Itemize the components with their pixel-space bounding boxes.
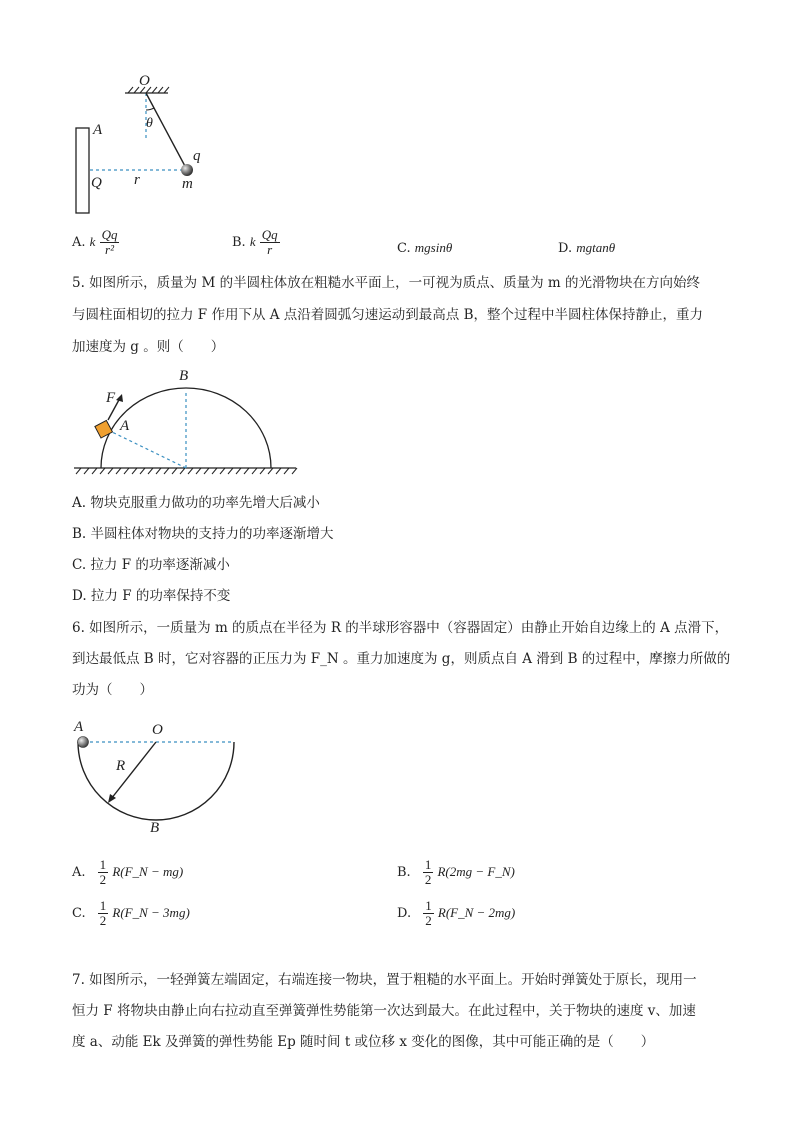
q4-option-c-letter: C. xyxy=(397,241,411,256)
fig1-label-theta: θ xyxy=(146,116,153,131)
fig1-label-O: O xyxy=(139,73,150,89)
fig2-label-A: A xyxy=(120,418,130,434)
q7-stem-line-2: 恒力 F 将物块由静止向右拉动直至弹簧弹性势能第一次达到最大。在此过程中，关于物块的速度 v、加速 xyxy=(72,1003,696,1019)
q6-option-c-half xyxy=(98,899,109,928)
half-num: 1 xyxy=(424,857,432,872)
q6-option-a-letter: A. xyxy=(72,865,86,880)
q6-option-a-expr: R(F_N − mg) xyxy=(112,864,184,879)
half-den: 2 xyxy=(99,913,107,928)
half-num: 1 xyxy=(99,898,107,913)
q6-option-d-expr: R(F_N − 2mg) xyxy=(437,905,516,920)
figure-pendulum xyxy=(60,65,240,225)
fig1-label-A: A xyxy=(93,122,103,138)
half-den: 2 xyxy=(425,913,432,928)
fig1-label-r: r xyxy=(134,172,140,188)
fig3-label-O: O xyxy=(152,722,163,738)
q4-option-b-den: r xyxy=(267,242,273,257)
q4-option-a-num: Qq xyxy=(101,227,118,242)
q4-option-b-letter: B. xyxy=(232,235,246,250)
q6-option-d-half xyxy=(423,899,434,928)
fig3-label-A: A xyxy=(74,719,84,735)
q6-option-c[interactable] xyxy=(72,899,190,928)
q5-option-c[interactable]: C. 拉力 F 的功率逐渐减小 xyxy=(72,557,230,573)
q5-stem-line-3: 加速度为 g 。则（ ） xyxy=(72,339,225,355)
q4-option-b-coef: k xyxy=(249,234,256,249)
half-num: 1 xyxy=(425,898,432,913)
q5-option-d[interactable]: D. 拉力 F 的功率保持不变 xyxy=(72,588,231,604)
q6-option-b-letter: B. xyxy=(397,865,411,880)
fig3-label-B: B xyxy=(150,820,160,836)
q5-option-a[interactable]: A. 物块克服重力做功的功率先增大后减小 xyxy=(72,495,320,511)
q4-option-c[interactable] xyxy=(397,240,452,256)
half-num: 1 xyxy=(99,857,107,872)
q6-option-d-letter: D. xyxy=(397,906,412,921)
q4-option-b[interactable] xyxy=(232,228,280,257)
q5-stem-line-2: 与圆柱面相切的拉力 F 作用下从 A 点沿着圆弧匀速运动到最高点 B，整个过程中半圆柱体保持静止，重力 xyxy=(72,307,703,323)
charged-ball xyxy=(181,164,193,176)
q7-stem-line-1: 7. 如图所示，一轻弹簧左端固定，右端连接一物块，置于粗糙的水平面上。开始时弹簧处于原长，现用一 xyxy=(72,972,697,988)
q4-option-a-letter: A. xyxy=(72,235,86,250)
q6-option-b-expr: R(2mg − F_N) xyxy=(437,864,515,879)
q4-option-a-coef: k xyxy=(89,234,96,249)
half-den: 2 xyxy=(424,872,432,887)
fig1-label-q: q xyxy=(193,148,201,164)
q4-option-b-fraction xyxy=(260,228,280,257)
q4-option-c-expr: mgsinθ xyxy=(414,240,453,255)
q6-option-c-letter: C. xyxy=(72,906,86,921)
q7-stem-line-3: 度 a、动能 Ek 及弹簧的弹性势能 Ep 随时间 t 或位移 x 变化的图像，其中可能正确的是（ ） xyxy=(72,1034,655,1050)
fig1-label-m: m xyxy=(182,176,193,192)
q6-stem-line-2: 到达最低点 B 时，它对容器的正压力为 F_N 。重力加速度为 g，则质点自 A 滑到 B 的过程中，摩擦力所做的 xyxy=(72,651,731,667)
q6-option-d[interactable] xyxy=(397,899,515,928)
fig2-label-F: F xyxy=(106,390,116,406)
q4-option-a-den: r² xyxy=(105,242,115,257)
q6-option-c-expr: R(F_N − 3mg) xyxy=(112,905,190,920)
q4-option-d-letter: D. xyxy=(558,241,573,256)
fig2-label-B: B xyxy=(179,368,189,384)
figure-half-cylinder xyxy=(70,370,300,480)
q4-option-a[interactable] xyxy=(72,228,119,257)
sliding-ball xyxy=(78,737,89,748)
half-den: 2 xyxy=(99,872,107,887)
q4-option-d[interactable] xyxy=(558,240,615,256)
q6-option-b[interactable] xyxy=(397,858,515,887)
fig1-label-Q: Q xyxy=(91,175,102,191)
q5-stem-line-1: 5. 如图所示，质量为 M 的半圆柱体放在粗糙水平面上，一可视为质点、质量为 m 的光滑物块在方向始终 xyxy=(72,275,700,291)
fig3-label-R: R xyxy=(116,758,126,774)
q6-option-a-half xyxy=(98,858,109,887)
q6-option-a[interactable] xyxy=(72,858,183,887)
q4-option-d-expr: mgtanθ xyxy=(576,240,616,255)
q6-option-b-half xyxy=(423,858,434,887)
q6-stem-line-3: 功为（ ） xyxy=(72,682,153,698)
q5-option-b[interactable]: B. 半圆柱体对物块的支持力的功率逐渐增大 xyxy=(72,526,334,542)
q6-stem-line-1: 6. 如图所示，一质量为 m 的质点在半径为 R 的半球形容器中（容器固定）由静止开始自边缘上的 A 点滑下， xyxy=(72,620,729,636)
q4-option-b-num: Qq xyxy=(261,227,278,242)
q4-option-a-fraction xyxy=(100,228,120,257)
